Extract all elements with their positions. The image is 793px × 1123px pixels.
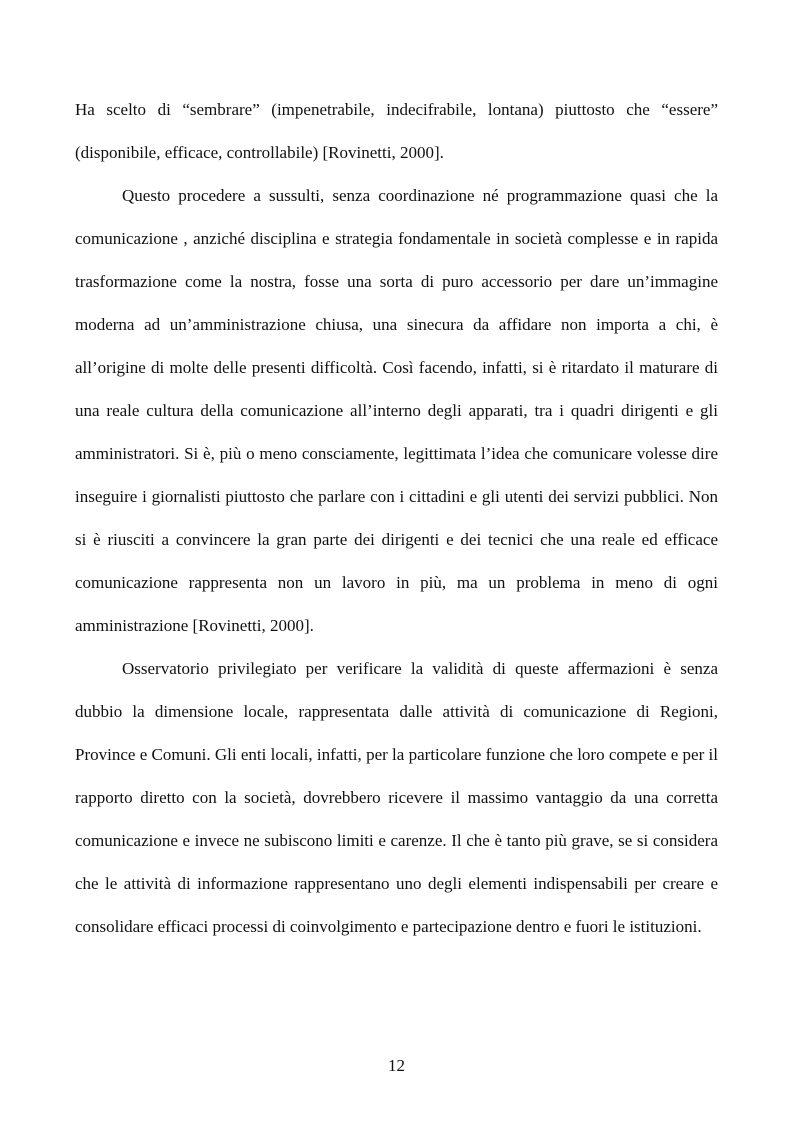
paragraph-communication-critique: Questo procedere a sussulti, senza coordinazione né programmazione quasi che la comunicazione , anziché disciplina e strategia fondamentale in società complesse e in rapida trasformazione come la nostra, fosse una sorta di puro accessorio per dare un’immagine moderna ad un’amministrazione chiusa, una sinecura da affidare non importa a chi, è all’origine di molte delle presenti difficoltà. Così facendo, infatti, si è ritardato il maturare di una reale cultura della comunicazione all’interno degli apparati, tra i quadri dirigenti e gli amministratori. Si è, più o meno consciamente, legittimata l’idea che comunicare volesse dire inseguire i giornalisti piuttosto che parlare con i cittadini e gli utenti dei servizi pubblici. Non si è riusciti a convincere la gran parte dei dirigenti e dei tecnici che una reale ed efficace comunicazione rappresenta non un lavoro in più, ma un problema in meno di ogni amministrazione [Rovinetti, 2000]. [75, 186, 718, 635]
page-body [75, 88, 718, 948]
paragraph-local-authorities: Osservatorio privilegiato per verificare la validità di queste affermazioni è senza dubbio la dimensione locale, rappresentata dalle attività di comunicazione di Regioni, Province e Comuni. Gli enti locali, infatti, per la particolare funzione che loro compete e per il rapporto diretto con la società, dovrebbero ricevere il massimo vantaggio da una corretta comunicazione e invece ne subiscono limiti e carenze. Il che è tanto più grave, se si considera che le attività di informazione rappresentano uno degli elementi indispensabili per creare e consolidare efficaci processi di coinvolgimento e partecipazione dentro e fuori le istituzioni. [75, 659, 718, 936]
paragraph-continuation: Ha scelto di “sembrare” (impenetrabile, indecifrabile, lontana) piuttosto che “essere” (disponibile, efficace, controllabile) [Rovinetti, 2000]. [75, 100, 718, 162]
page-number: 12 [388, 1056, 405, 1075]
